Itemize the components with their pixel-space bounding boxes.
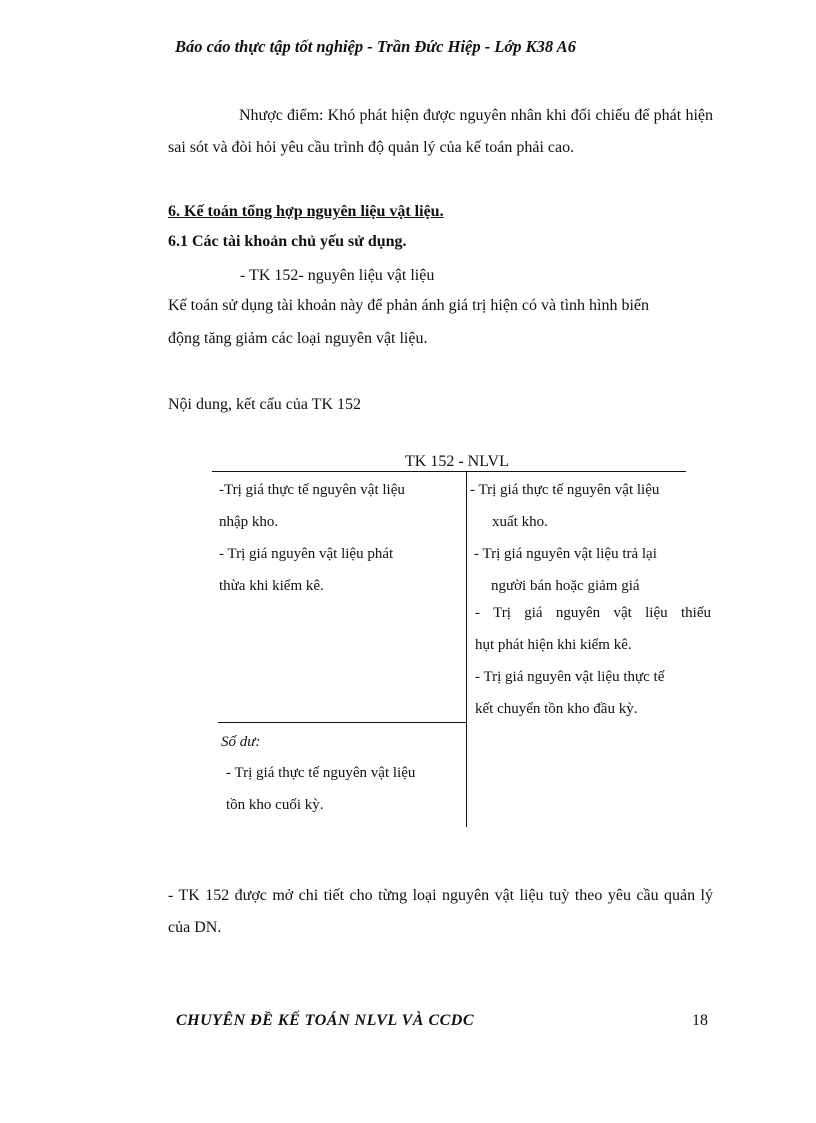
account-description-line-2: động tăng giảm các loại nguyên vật liệu. (168, 330, 428, 347)
debit-line: -Trị giá thực tế nguyên vật liệu (219, 482, 405, 498)
debit-line: thừa khi kiểm kê. (219, 578, 324, 594)
debit-line: - Trị giá nguyên vật liệu phát (219, 546, 394, 562)
credit-line: - Trị giá nguyên vật liệu thiếu (475, 605, 711, 621)
t-account-title: TK 152 - NLVL (405, 453, 509, 470)
t-account-center-line (466, 472, 467, 827)
paragraph-disadvantage: Nhược điểm: Khó phát hiện được nguyên nhân khi đối chiếu để phát hiện sai sót và đòi hỏi yêu cầu trình độ quản lý của kế toán phải cao. (168, 107, 713, 156)
credit-line: - Trị giá nguyên vật liệu thực tế (475, 669, 665, 685)
page-number: 18 (692, 1012, 708, 1029)
t-account-top-line (212, 471, 686, 472)
credit-line: - Trị giá thực tế nguyên vật liệu (470, 482, 660, 498)
section-heading: 6. Kế toán tổng hợp nguyên liệu vật liệu. (168, 203, 444, 220)
credit-line: người bán hoặc giảm giá (491, 578, 640, 594)
detail-paragraph: - TK 152 được mở chi tiết cho từng loại nguyên vật liệu tuỳ theo yêu cầu quản lý của DN. (168, 887, 713, 936)
account-description-line-1: Kế toán sử dụng tài khoản này để phản ánh giá trị hiện có và tình hình biến (168, 297, 649, 314)
balance-label: Số dư: (221, 734, 261, 750)
debit-line: nhập kho. (219, 514, 279, 530)
credit-line: kết chuyển tồn kho đầu kỳ. (475, 701, 638, 717)
page-footer-title: CHUYÊN ĐỀ KẾ TOÁN NLVL VÀ CCDC (176, 1012, 475, 1029)
page-header-title: Báo cáo thực tập tốt nghiệp - Trần Đức Hiệp - Lớp K38 A6 (175, 37, 576, 56)
credit-line: xuất kho. (492, 514, 548, 530)
credit-line: hụt phát hiện khi kiểm kê. (475, 637, 632, 653)
balance-line: tồn kho cuối kỳ. (226, 797, 324, 813)
credit-line: - Trị giá nguyên vật liệu trả lại (474, 546, 657, 562)
subsection-heading: 6.1 Các tài khoản chủ yếu sử dụng. (168, 233, 407, 250)
t-account-balance-divider (218, 722, 466, 723)
account-line: - TK 152- nguyên liệu vật liệu (240, 267, 435, 284)
balance-line: - Trị giá thực tế nguyên vật liệu (226, 765, 416, 781)
structure-intro: Nội dung, kết cấu của TK 152 (168, 396, 361, 413)
